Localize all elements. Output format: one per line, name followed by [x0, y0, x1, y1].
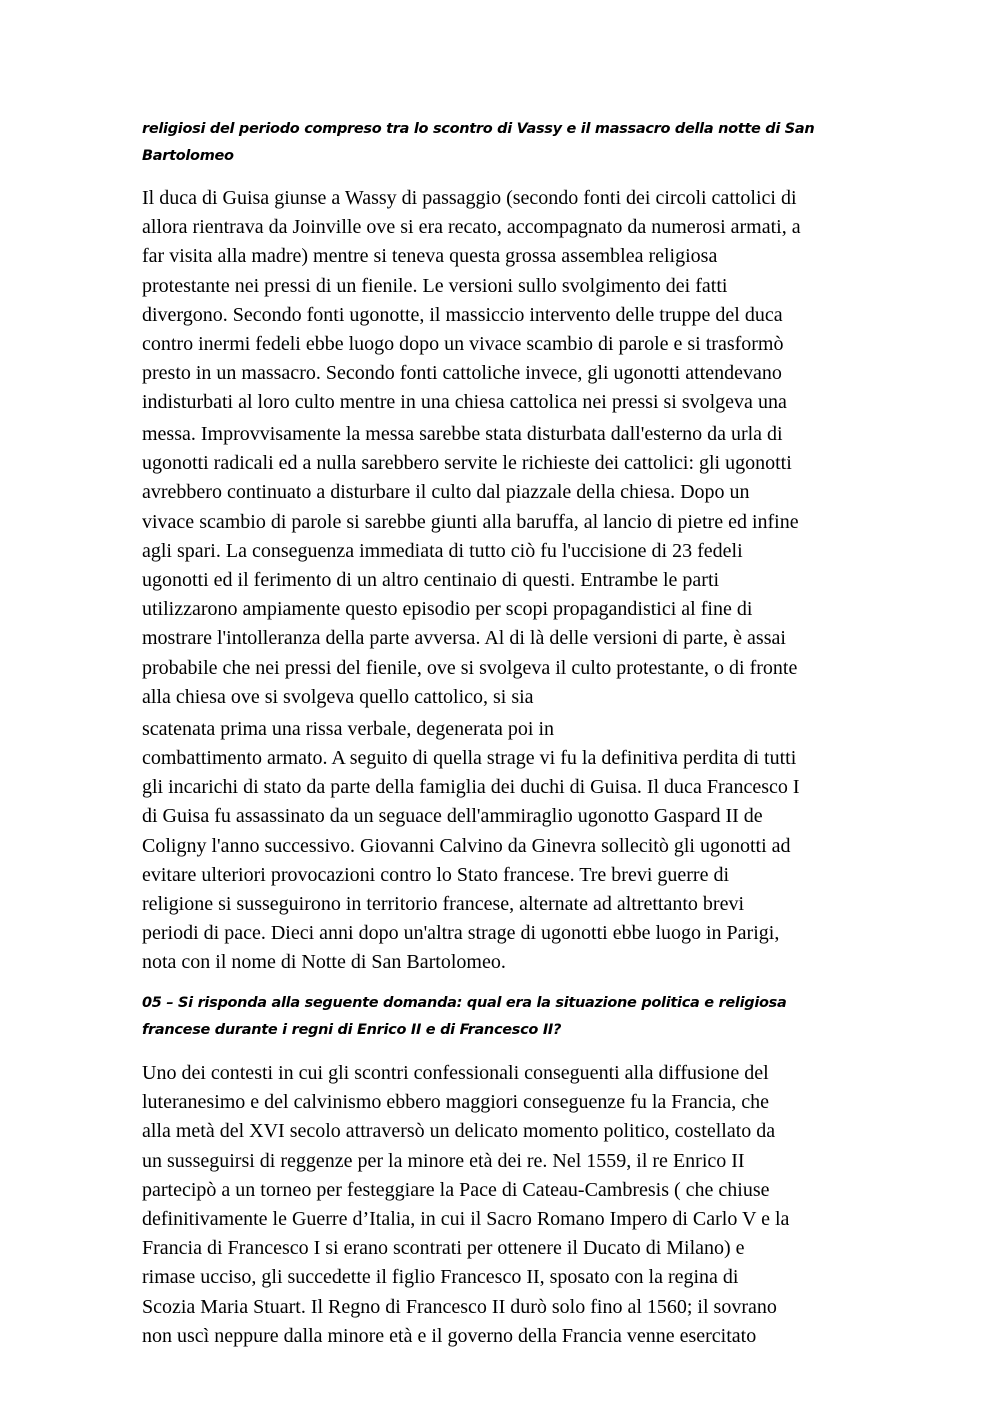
text-line: non uscì neppure dalla minore età e il governo della Francia venne esercitato [142, 1324, 757, 1347]
section-heading [142, 116, 814, 170]
body-paragraph [142, 715, 554, 744]
text-line: Coligny l'anno successivo. Giovanni Calvino da Ginevra sollecitò gli ugonotti ad [142, 834, 791, 857]
heading-line: religiosi del periodo compreso tra lo scontro di Vassy e il massacro della notte di San [142, 121, 815, 137]
text-line: Uno dei contesti in cui gli scontri confessionali conseguenti alla diffusione del [142, 1062, 769, 1084]
heading-line: Bartolomeo [142, 148, 234, 164]
text-line: religione si susseguirono in territorio francese, alternate ad altrettanto brevi [142, 893, 745, 916]
text-line: definitivamente le Guerre d’Italia, in cui il Sacro Romano Impero di Carlo V e la [142, 1208, 790, 1231]
body-paragraph [142, 1059, 789, 1351]
text-line: alla chiesa ove si svolgeva quello cattolico, si sia [142, 685, 534, 708]
text-line: vivace scambio di parole si sarebbe giunti alla baruffa, al lancio di pietre ed infine [142, 510, 799, 533]
text-line: agli spari. La conseguenza immediata di tutto ciò fu l'uccisione di 23 fedeli [142, 539, 743, 562]
text-line: Francia di Francesco I si erano scontrati per ottenere il Ducato di Milano) e [142, 1237, 745, 1260]
body-paragraph [142, 184, 801, 418]
text-line: rimase ucciso, gli succedette il figlio Francesco II, sposato con la regina di [142, 1266, 739, 1289]
question-heading [142, 990, 786, 1044]
text-line: probabile che nei pressi del fienile, ove si svolgeva il culto protestante, o di fronte [142, 656, 798, 679]
text-line: evitare ulteriori provocazioni contro lo Stato francese. Tre brevi guerre di [142, 863, 730, 886]
text-line: un susseguirsi di reggenze per la minore età dei re. Nel 1559, il re Enrico II [142, 1149, 745, 1172]
text-line: protestante nei pressi di un fienile. Le versioni sullo svolgimento dei fatti [142, 274, 728, 297]
text-line: utilizzarono ampiamente questo episodio per scopi propagandistici al fine di [142, 598, 753, 621]
text-line: contro inermi fedeli ebbe luogo dopo un vivace scambio di parole e si trasformò [142, 333, 784, 356]
text-line: indisturbati al loro culto mentre in una chiesa cattolica nei pressi si svolgeva una [142, 391, 787, 414]
text-line: divergono. Secondo fonti ugonotte, il massiccio intervento delle truppe del duca [142, 303, 783, 326]
text-line: avrebbero continuato a disturbare il culto dal piazzale della chiesa. Dopo un [142, 481, 750, 504]
body-paragraph [142, 744, 800, 978]
text-line: periodi di pace. Dieci anni dopo un'altra strage di ugonotti ebbe luogo in Parigi, [142, 922, 780, 945]
text-line: scatenata prima una rissa verbale, degenerata poi in [142, 718, 555, 740]
text-line: ugonotti ed il ferimento di un altro centinaio di questi. Entrambe le parti [142, 569, 720, 592]
text-line: combattimento armato. A seguito di quella strage vi fu la definitiva perdita di tutti [142, 747, 797, 769]
text-line: messa. Improvvisamente la messa sarebbe stata disturbata dall'esterno da urla di [142, 423, 783, 445]
heading-line: francese durante i regni di Enrico II e di Francesco II? [142, 1022, 562, 1038]
text-line: partecipò a un torneo per festeggiare la Pace di Cateau-Cambresis ( che chiuse [142, 1178, 770, 1201]
text-line: ugonotti radicali ed a nulla sarebbero servite le richieste dei cattolici: gli ugonotti [142, 452, 792, 475]
text-line: nota con il nome di Notte di San Bartolomeo. [142, 951, 506, 974]
text-line: Scozia Maria Stuart. Il Regno di Francesco II durò solo fino al 1560; il sovrano [142, 1295, 777, 1318]
text-line: di Guisa fu assassinato da un seguace dell'ammiraglio ugonotto Gaspard II de [142, 805, 763, 828]
text-line: luteranesimo e del calvinismo ebbero maggiori conseguenze fu la Francia, che [142, 1091, 769, 1114]
text-line: allora rientrava da Joinville ove si era recato, accompagnato da numerosi armati, a [142, 216, 801, 239]
heading-line: 05 – Si risponda alla seguente domanda: qual era la situazione politica e religiosa [142, 995, 787, 1011]
text-line: gli incarichi di stato da parte della famiglia dei duchi di Guisa. Il duca Francesco I [142, 776, 800, 799]
body-paragraph [142, 420, 799, 712]
text-line: presto in un massacro. Secondo fonti cattoliche invece, gli ugonotti attendevano [142, 362, 782, 385]
text-line: mostrare l'intolleranza della parte avversa. Al di là delle versioni di parte, è assai [142, 627, 786, 650]
text-line: Il duca di Guisa giunse a Wassy di passaggio (secondo fonti dei circoli cattolici di [142, 187, 797, 209]
text-line: far visita alla madre) mentre si teneva questa grossa assemblea religiosa [142, 245, 718, 268]
text-line: alla metà del XVI secolo attraversò un delicato momento politico, costellato da [142, 1120, 776, 1143]
